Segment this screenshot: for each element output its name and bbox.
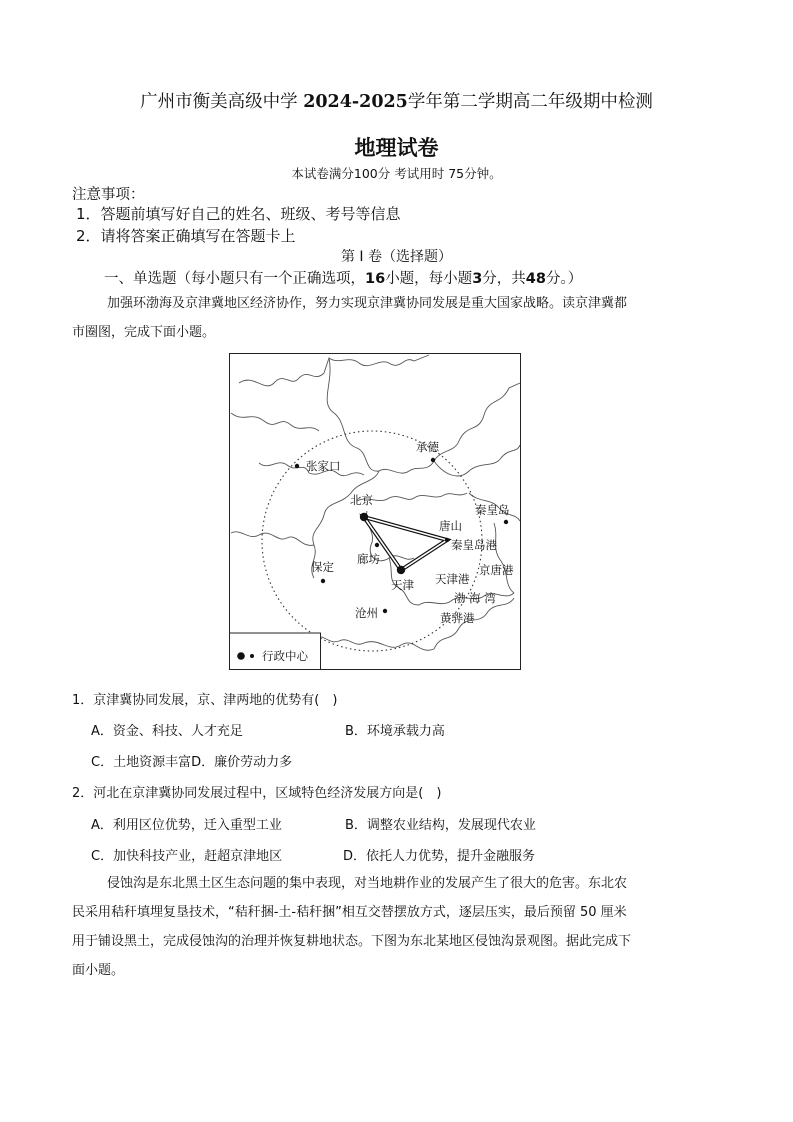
subject-title: 地理试卷: [354, 136, 439, 160]
qinhuangdao-label: 秦皇岛: [475, 503, 510, 517]
cangzhou-marker: [383, 609, 387, 613]
tianjin-port-label: 天津港: [435, 572, 470, 586]
intro-paragraph: 加强环渤海及京津冀地区经济协作，努力实现京津冀协同发展是重大国家战略。读京津冀都: [107, 296, 628, 311]
question-option: C．加快科技产业，赶超京津地区: [91, 849, 283, 864]
intro-paragraph: 民采用秸秆填埋复垦技术，“秸秆捆-土-秸秆捆”相互交替摆放方式，逐层压实，最后预留 50 厘米: [72, 905, 627, 920]
qinhuangdao-port-label: 秦皇岛港: [451, 538, 497, 552]
baoding-label: 保定: [311, 560, 334, 574]
exam-title: 广州市衡美高级中学 2024-2025学年第二学期高二年级期中检测: [140, 92, 653, 112]
qinhuangdao-marker: [504, 520, 508, 524]
huanghua-port-label: 黄骅港: [440, 611, 475, 625]
tianjin-label: 天津: [391, 578, 414, 592]
score-note: 本试卷满分100分 考试用时 75分钟。: [291, 166, 502, 181]
cangzhou-label: 沧州: [355, 606, 378, 620]
question-stem: 2．河北在京津冀协同发展过程中，区域特色经济发展方向是( ): [72, 786, 442, 801]
baoding-marker: [321, 579, 325, 583]
question-option: A．资金、科技、人才充足: [91, 724, 243, 739]
intro-paragraph: 侵蚀沟是东北黑土区生态问题的集中表现，对当地耕作业的发展产生了很大的危害。东北农: [107, 876, 628, 891]
beijing-marker: [360, 513, 368, 521]
question-stem: 1．京津冀协同发展，京、津两地的优势有( ): [72, 693, 338, 708]
chengde-label: 承德: [416, 440, 439, 454]
legend-large-dot: [237, 652, 245, 660]
question-option: A．利用区位优势，迁入重型工业: [91, 818, 282, 833]
tianjin-marker: [397, 566, 405, 574]
jingjinji-map: [229, 353, 521, 670]
question-option: D．依托人力优势，提升金融服务: [343, 849, 536, 864]
langfang-marker: [375, 543, 379, 547]
section-heading: 一、单选题（每小题只有一个正确选项，16小题，每小题3分，共48分。）: [104, 271, 583, 287]
notes-heading: 注意事项：: [72, 187, 145, 203]
intro-paragraph: 面小题。: [72, 963, 125, 978]
question-option: B．调整农业结构，发展现代农业: [345, 818, 536, 833]
tangshan-label: 唐山: [439, 519, 462, 533]
chengde-marker: [431, 458, 435, 462]
intro-paragraph: 用于铺设黑土，完成侵蚀沟的治理并恢复耕地状态。下图为东北某地区侵蚀沟景观图。据此完成下: [72, 934, 632, 949]
map-legend: [230, 633, 321, 670]
question-option: C．土地资源丰富D．廉价劳动力多: [91, 755, 293, 770]
part-heading: 第 I 卷（选择题）: [340, 249, 453, 265]
bohai-bay-label: 渤 海 湾: [454, 591, 496, 605]
question-option: B．环境承载力高: [345, 724, 445, 739]
jingtang-port-label: 京唐港: [479, 563, 514, 577]
notes-item: 2．请将答案正确填写在答题卡上: [76, 227, 296, 245]
legend-small-dot: [250, 654, 254, 658]
tangshan-marker: [445, 538, 449, 542]
notes-item: 1．答题前填写好自己的姓名、班级、考号等信息: [76, 205, 401, 223]
beijing-label: 北京: [350, 493, 373, 507]
zhangjiakou-label: 张家口: [306, 459, 341, 473]
intro-paragraph: 市圈图，完成下面小题。: [72, 325, 216, 340]
legend-label: 行政中心: [262, 649, 308, 663]
zhangjiakou-marker: [295, 464, 299, 468]
langfang-label: 廊坊: [357, 552, 380, 566]
